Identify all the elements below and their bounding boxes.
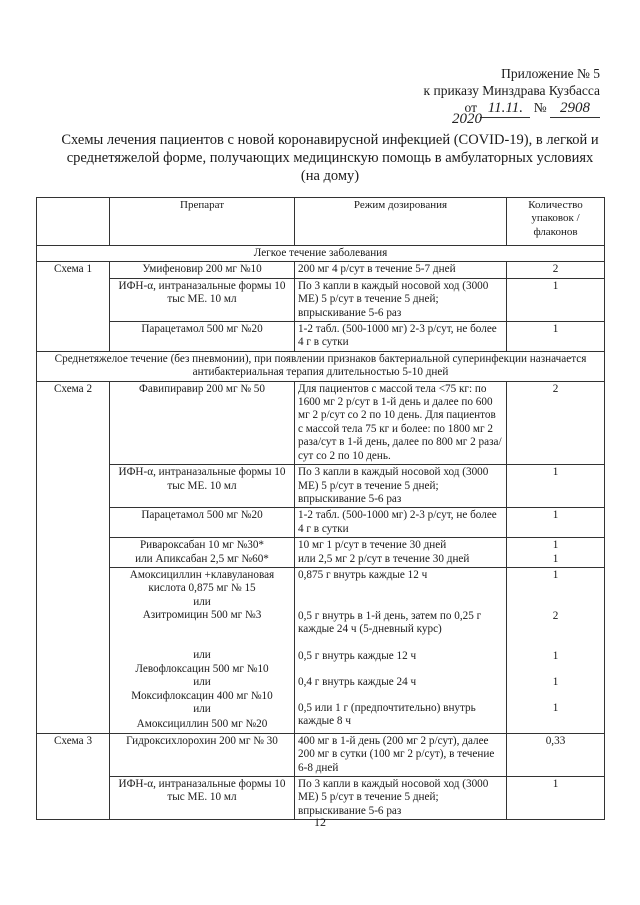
table-row: [37, 777, 605, 820]
order-reference: к приказу Минздрава Кузбасса: [423, 83, 600, 98]
azithromycin: Азитромицин 500 мг №3: [142, 609, 262, 622]
drug-cell: ИФН-α, интраназальные формы 10 тыс МЕ. 10 мл: [110, 465, 295, 508]
drug-cell: [110, 538, 295, 568]
dosage-cell: 10 мг 1 р/сут в течение 30 дней или 2,5 мг 2 р/сут в течение 30 дней: [295, 538, 507, 568]
moxifloxacin: Моксифлоксацин 400 мг №10: [131, 689, 273, 702]
mild-course-row: [37, 246, 605, 262]
quantity-cell: 0,33: [507, 733, 605, 776]
quantity-cell: 2: [507, 381, 605, 464]
dosage-cell: 1-2 табл. (500-1000 мг) 2-3 р/сут, не более 4 г в сутки: [295, 508, 507, 538]
table-row: [37, 381, 605, 464]
table-row: [37, 538, 605, 568]
table-header-row: [37, 198, 605, 246]
moderate-course-label: Среднетяжелое течение (без пневмонии), при появлении признаков бактериальной суперинфекции назначается антибактериальная терапия длительностью 5-10 дней: [37, 351, 605, 381]
dosage-cell: По 3 капли в каждый носовой ход (3000 МЕ) 5 р/сут в течение 5 дней; впрыскивание 5-6 раз: [295, 465, 507, 508]
dosage-cell: По 3 капли в каждый носовой ход (3000 МЕ) 5 р/сут в течение 5 дней; впрыскивание 5-6 раз: [295, 777, 507, 820]
drug-cell: ИФН-α, интраназальные формы 10 тыс МЕ. 10 мл: [110, 278, 295, 321]
order-year: 2020: [452, 111, 482, 127]
moderate-course-row: [37, 351, 605, 381]
mild-course-label: Легкое течение заболевания: [37, 246, 605, 262]
quantity-cell: 1 2 1 1 1: [507, 567, 605, 733]
amoxiclav: Амоксициллин +клавулановая кислота 0,875 мг № 15: [129, 568, 275, 595]
dosage-cell: 200 мг 4 р/сут в течение 5-7 дней: [295, 262, 507, 278]
appendix-title: Приложение № 5: [501, 66, 600, 81]
scheme-3-label: Схема 3: [37, 733, 110, 819]
table-row: [37, 733, 605, 776]
quantity-cell: 2: [507, 262, 605, 278]
order-number: 2908: [550, 100, 600, 118]
appendix-header: [424, 65, 600, 118]
drug-cell: ИФН-α, интраназальные формы 10 тыс МЕ. 10 мл: [110, 777, 295, 820]
dosage-cell: 0,875 г внутрь каждые 12 ч 0,5 г внутрь в 1-й день, затем по 0,25 г каждые 24 ч (5-дневный курс) 0,5 г внутрь каждые 12 ч 0,4 г внутрь каждые 24 ч 0,5 или 1 г (предпочтительно) внутрь каждые 8 ч: [295, 567, 507, 733]
quantity-cell: 1: [507, 465, 605, 508]
quantity-cell: 1: [507, 508, 605, 538]
drug-cell: Умифеновир 200 мг №10: [110, 262, 295, 278]
header-quantity: Количество упаковок / флаконов: [507, 198, 605, 246]
levofloxacin: Левофлоксацин 500 мг №10: [135, 662, 269, 675]
apixaban: или Апиксабан 2,5 мг №60*: [135, 552, 269, 565]
quantity-cell: 1: [507, 322, 605, 352]
amoxicillin: Амоксициллин 500 мг №20: [136, 718, 268, 731]
scheme-2-label: Схема 2: [37, 381, 110, 733]
dosage-cell: 400 мг в 1-й день (200 мг 2 р/сут), далее 200 мг в сутки (100 мг 2 р/сут), в течение 6-8 дней: [295, 733, 507, 776]
table-row: [37, 567, 605, 733]
document-title: Схемы лечения пациентов с новой коронавирусной инфекцией (COVID-19), в легкой и среднетяжелой форме, получающих медицинскую помощь в амбулаторных условиях (на дому): [61, 132, 599, 184]
drug-cell: Гидроксихлорохин 200 мг № 30: [110, 733, 295, 776]
header-scheme: [37, 198, 110, 246]
quantity-cell: 1: [507, 777, 605, 820]
drug-cell: Парацетамол 500 мг №20: [110, 508, 295, 538]
table-row: [37, 465, 605, 508]
dosage-cell: По 3 капли в каждый носовой ход (3000 МЕ) 5 р/сут в течение 5 дней; впрыскивание 5-6 раз: [295, 278, 507, 321]
table-row: [37, 322, 605, 352]
order-date: 11.11.: [480, 100, 530, 118]
quantity-cell: 1 1: [507, 538, 605, 568]
dosage-cell: Для пациентов с массой тела <75 кг: по 1600 мг 2 р/сут в 1-й день и далее по 600 мг 2 р/сут со 2 по 10 день. Для пациентов с массой тела 75 кг и более: по 1800 мг 2 раза/сут в 1-й день, далее по 800 мг 2 раза/сут со 2 по 10 день.: [295, 381, 507, 464]
order-date-line: от 11.11. № 2908: [424, 99, 600, 118]
page-number: 12: [314, 815, 326, 829]
header-drug: Препарат: [110, 198, 295, 246]
rivaroxaban: Ривароксабан 10 мг №30*: [139, 539, 265, 552]
dosage-cell: 1-2 табл. (500-1000 мг) 2-3 р/сут, не более 4 г в сутки: [295, 322, 507, 352]
drug-cell: Фавипиравир 200 мг № 50: [110, 381, 295, 464]
scheme-1-label: Схема 1: [37, 262, 110, 351]
header-dosage: Режим дозирования: [295, 198, 507, 246]
treatment-schemes-table: [36, 197, 605, 820]
table-row: [37, 262, 605, 278]
table-row: [37, 508, 605, 538]
antibiotics-cell: Амоксициллин +клавулановая кислота 0,875 мг № 15 или Азитромицин 500 мг №3 или Левофлоксацин 500 мг №10 или Моксифлоксацин 400 мг №10 или Амоксициллин 500 мг №20: [110, 567, 295, 733]
quantity-cell: 1: [507, 278, 605, 321]
table-row: [37, 278, 605, 321]
drug-cell: Парацетамол 500 мг №20: [110, 322, 295, 352]
